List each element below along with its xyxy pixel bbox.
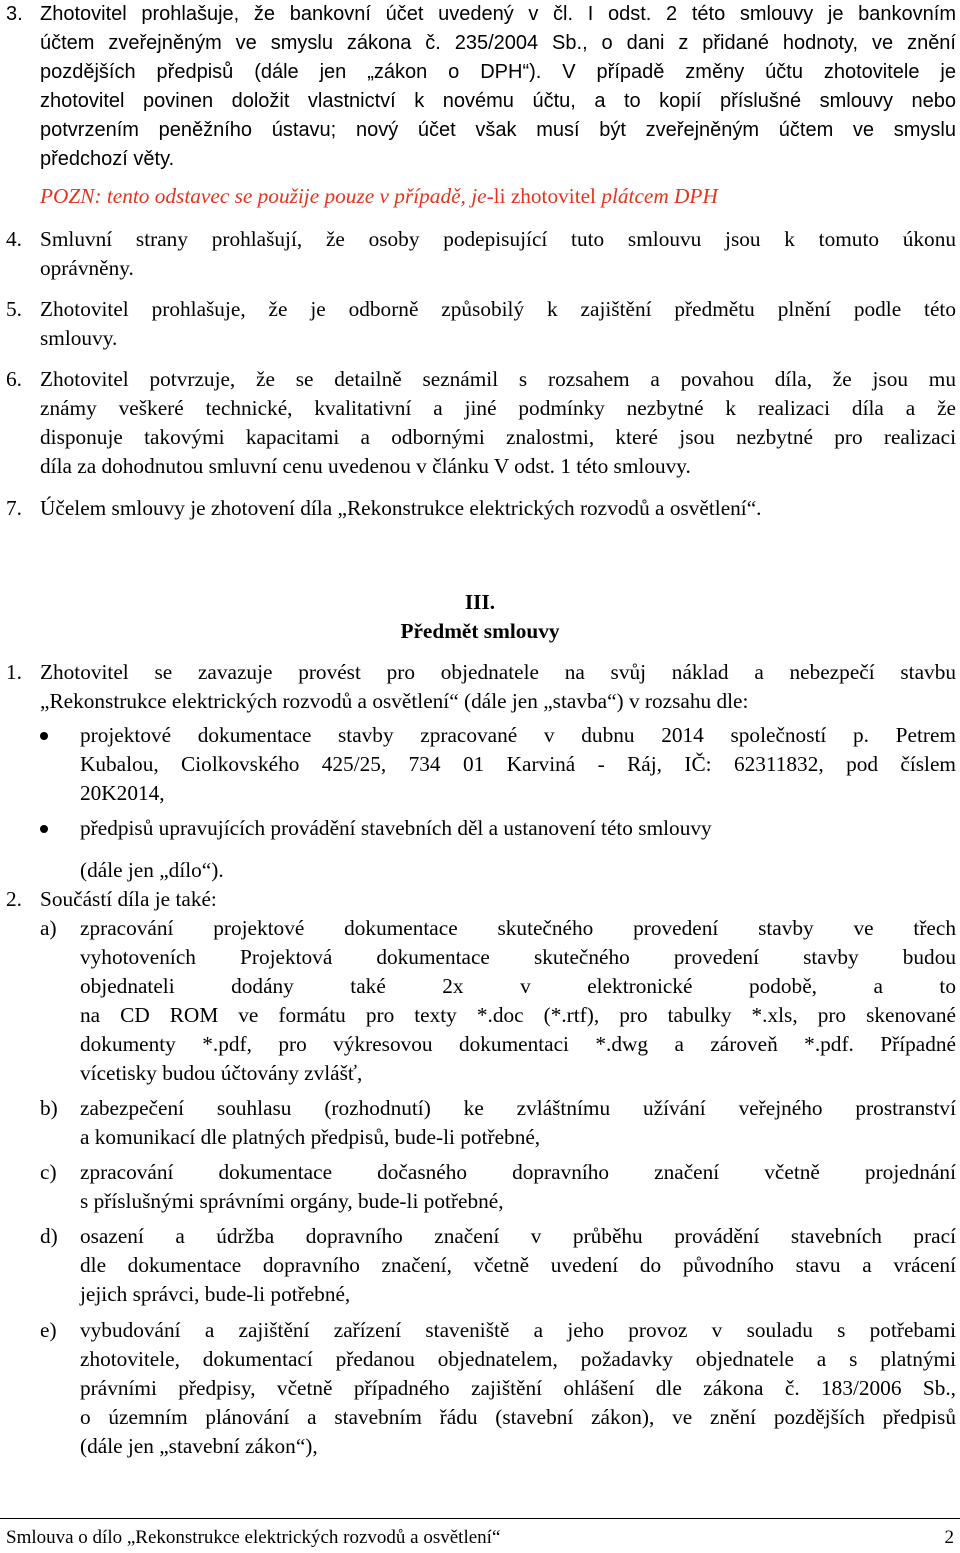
paragraph-6-line: disponuje takovými kapacitami a odbornými znalostmi, které jsou nezbytné pro realizaci — [40, 425, 956, 449]
list-item-line: dokumenty *.pdf, pro výkresovou dokumentaci *.dwg a zároveň *.pdf. Případné — [80, 1032, 956, 1056]
list-item-line: a komunikací dle platných předpisů, bude-li potřebné, — [80, 1125, 541, 1149]
section-item-1-line: „Rekonstrukce elektrických rozvodů a osvětlení“ (dále jen „stavba“) v rozsahu dle: — [40, 689, 749, 713]
list-item-label: c) — [40, 1160, 57, 1184]
list-item-line: s příslušnými správními orgány, bude-li potřebné, — [80, 1189, 504, 1213]
section-item-1-line: Zhotovitel se zavazuje provést pro objednatele na svůj náklad a nebezpečí stavbu — [40, 660, 956, 684]
bullet-icon — [40, 825, 48, 833]
footer-title: Smlouva o dílo „Rekonstrukce elektrických rozvodů a osvětlení“ — [6, 1527, 501, 1548]
list-item-line: jejich správci, bude-li potřebné, — [80, 1282, 351, 1306]
paragraph-5-line: Zhotovitel prohlašuje, že je odborně způsobilý k zajištění předmětu plnění podle této — [40, 297, 956, 321]
paragraph-3-line: účtem zveřejněným ve smyslu zákona č. 235/2004 Sb., o dani z přidané hodnoty, ve znění — [40, 32, 956, 54]
paragraph-7-text: Účelem smlouvy je zhotovení díla „Rekonstrukce elektrických rozvodů a osvětlení“. — [40, 496, 762, 520]
paragraph-4-line: oprávněny. — [40, 256, 134, 280]
paragraph-5-number: 5. — [6, 297, 22, 321]
paragraph-6-line: známy veškeré technické, kvalitativní a jiné podmínky nezbytné k realizaci díla a že — [40, 396, 956, 420]
note-part: plátcem DPH — [601, 184, 718, 208]
list-item-line: dle dokumentace dopravního značení, včetně uvedení do původního stavu a vrácení — [80, 1253, 956, 1277]
list-item-line: zpracování dokumentace dočasného dopravního značení včetně projednání — [80, 1160, 956, 1184]
bullet-1-line: 20K2014, — [80, 781, 165, 805]
bullet-1-line: Kubalou, Ciolkovského 425/25, 734 01 Karviná - Ráj, IČ: 62311832, pod číslem — [80, 752, 956, 776]
section-item-1-number: 1. — [6, 660, 22, 684]
list-item-line: zpracování projektové dokumentace skutečného provedení stavby ve třech — [80, 916, 956, 940]
section-item-1-closing: (dále jen „dílo“). — [80, 858, 224, 882]
note-part: POZN: tento odstavec se použije pouze v případě, je — [40, 184, 487, 208]
list-item-line: na CD ROM ve formátu pro texty *.doc (*.rtf), pro tabulky *.xls, pro skenované — [80, 1003, 956, 1027]
list-item-line: (dále jen „stavební zákon“), — [80, 1434, 318, 1458]
paragraph-3-line: Zhotovitel prohlašuje, že bankovní účet uvedený v čl. I odst. 2 této smlouvy je bankovním — [40, 3, 956, 25]
list-item-label: d) — [40, 1224, 58, 1248]
list-item-line: o územním plánování a stavebním řádu (stavební zákon), ve znění pozdějších předpisů — [80, 1405, 956, 1429]
list-item-line: právními předpisy, včetně případného zajištění ohlášení dle zákona č. 183/2006 Sb., — [80, 1376, 956, 1400]
list-item-line: vyhotoveních Projektová dokumentace skutečného provedení stavby budou — [80, 945, 956, 969]
section-number: III. — [464, 590, 496, 614]
list-item-line: objednateli dodány také 2x v elektronické podobě, a to — [80, 974, 956, 998]
paragraph-6-line: Zhotovitel potvrzuje, že se detailně seznámil s rozsahem a povahou díla, že jsou mu — [40, 367, 956, 391]
paragraph-7-number: 7. — [6, 496, 22, 520]
list-item-line: vícetisky budou účtovány zvlášť, — [80, 1061, 363, 1085]
list-item-label: e) — [40, 1318, 57, 1342]
paragraph-3-line: potvrzením peněžního ústavu; nový účet však musí být zveřejněným účtem ve smyslu — [40, 119, 956, 141]
bullet-2-line: předpisů upravujících provádění stavebních děl a ustanovení této smlouvy — [80, 816, 712, 840]
section-item-2-intro: Součástí díla je také: — [40, 887, 217, 911]
paragraph-6-line: díla za dohodnutou smluvní cenu uvedenou v článku V odst. 1 této smlouvy. — [40, 454, 691, 478]
note-part: -li zhotovitel — [486, 184, 602, 208]
paragraph-3-number: 3. — [6, 3, 23, 25]
list-item-line: zhotovitele, dokumentací předanou objednatelem, požadavky objednatele a s platnými — [80, 1347, 956, 1371]
list-item-line: vybudování a zajištění zařízení staveniště a jeho provoz v souladu s potřebami — [80, 1318, 956, 1342]
list-item-line: zabezpečení souhlasu (rozhodnutí) ke zvláštnímu užívání veřejného prostranství — [80, 1096, 956, 1120]
section-item-2-number: 2. — [6, 887, 22, 911]
section-title: Předmět smlouvy — [400, 619, 560, 643]
paragraph-4-line: Smluvní strany prohlašují, že osoby podepisující tuto smlouvu jsou k tomuto úkonu — [40, 227, 956, 251]
paragraph-6-number: 6. — [6, 367, 22, 391]
bullet-icon — [40, 732, 48, 740]
paragraph-3-line: předchozí věty. — [40, 148, 175, 170]
paragraph-5-line: smlouvy. — [40, 326, 118, 350]
paragraph-3-line: zhotovitel povinen doložit vlastnictví k novému účtu, a to kopií příslušné smlouvy nebo — [40, 90, 956, 112]
paragraph-4-number: 4. — [6, 227, 22, 251]
note-vat-payer — [40, 182, 718, 211]
bullet-1-line: projektové dokumentace stavby zpracované v dubnu 2014 společností p. Petrem — [80, 723, 956, 747]
page-number: 2 — [944, 1527, 954, 1548]
footer-divider — [0, 1518, 960, 1519]
list-item-line: osazení a údržba dopravního značení v průběhu provádění stavebních prací — [80, 1224, 956, 1248]
list-item-label: b) — [40, 1096, 58, 1120]
paragraph-3-line: pozdějších předpisů (dále jen „zákon o DPH“). V případě změny účtu zhotovitele je — [40, 61, 956, 83]
list-item-label: a) — [40, 916, 57, 940]
